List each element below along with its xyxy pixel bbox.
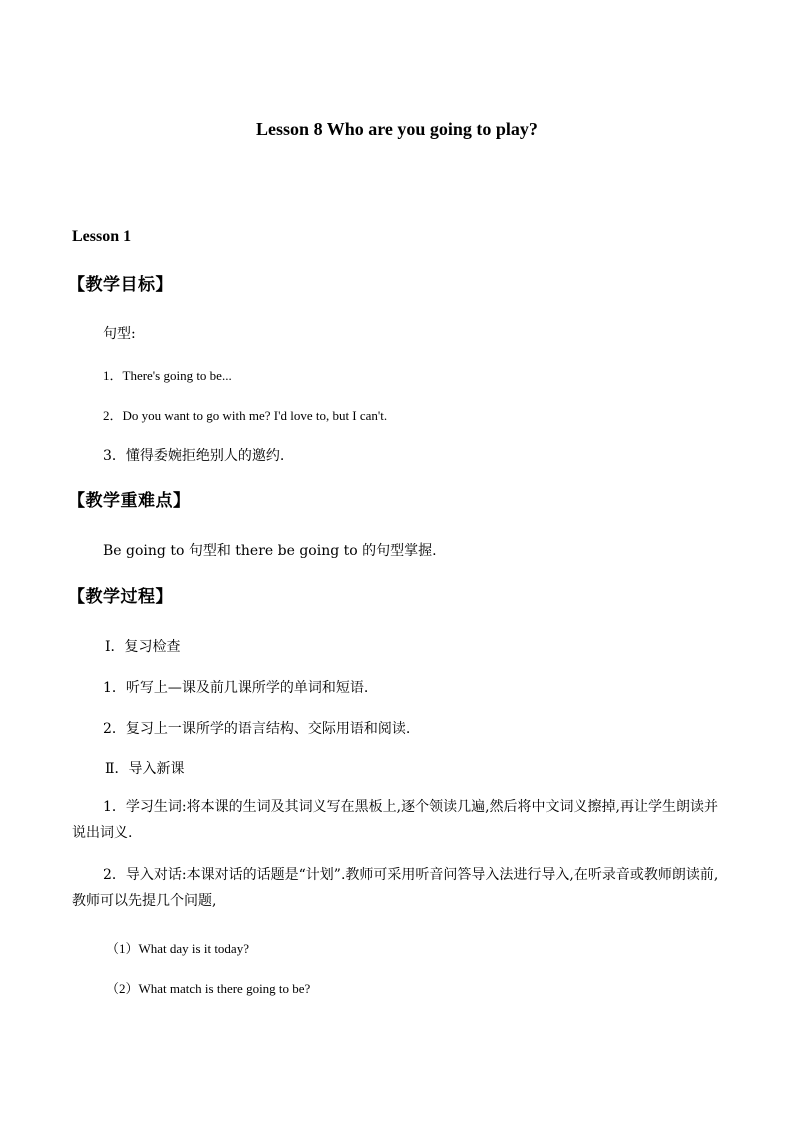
question-item: （2）What match is there going to be? xyxy=(106,981,311,996)
step-item-wrapped: 2．导入对话:本课对话的话题是“计划”.教师可采用听音问答导入法进行导入,在听录音或教师朗读前,教师可以先提几个问题, xyxy=(72,867,719,909)
objectives-heading: 【教学目标】 xyxy=(68,275,173,295)
objective-item: 3．懂得委婉拒绝别人的邀约. xyxy=(103,448,285,464)
process-heading: 【教学过程】 xyxy=(68,587,173,607)
lesson-label: Lesson 1 xyxy=(72,228,132,245)
objective-item: 2．Do you want to go with me? I'd love to, but I can't. xyxy=(103,408,388,423)
step-label-review: Ⅰ．复习检查 xyxy=(105,639,181,655)
key-points-heading: 【教学重难点】 xyxy=(68,491,191,511)
objectives-intro: 句型: xyxy=(103,326,136,342)
step-label-new-lesson: Ⅱ．导入新课 xyxy=(105,761,185,777)
step-item: 1．听写上—课及前几课所学的单词和短语. xyxy=(103,680,369,696)
objective-item: 1．There's going to be... xyxy=(103,368,232,383)
key-points-text: Be going to 句型和 there be going to 的句型掌握. xyxy=(103,543,437,559)
document-title: Lesson 8 Who are you going to play? xyxy=(256,119,538,139)
question-item: （1）What day is it today? xyxy=(106,941,249,956)
step-item: 2．复习上一课所学的语言结构、交际用语和阅读. xyxy=(103,721,411,737)
step-item-wrapped: 1．学习生词:将本课的生词及其词义写在黑板上,逐个领读几遍,然后将中文词义擦掉,再让学生朗读并说出词义. xyxy=(72,799,718,841)
